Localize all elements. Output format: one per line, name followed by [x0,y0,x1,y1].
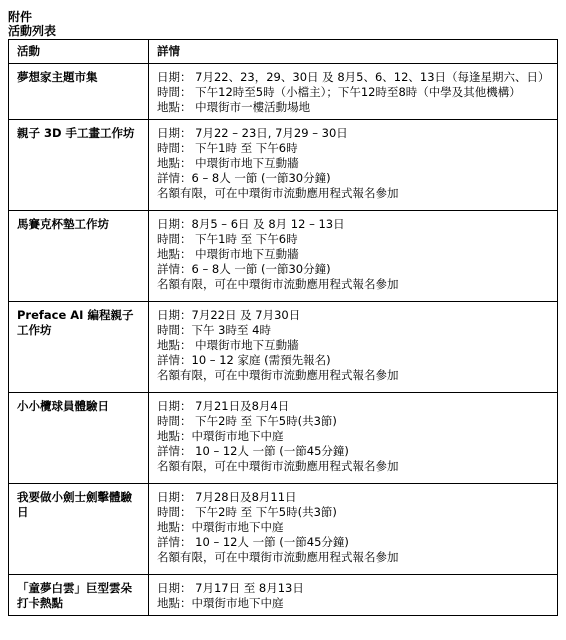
column-header-details: 詳情 [149,40,558,64]
detail-line: 時間： 下午1時 至 下午6時 [157,141,298,155]
detail-line: 時間： 下午1時 至 下午6時 [157,232,298,246]
column-header-activity: 活動 [9,40,149,64]
activity-name: 小小欖球員體驗日 [9,393,149,484]
activity-details [149,393,558,484]
activity-name: Preface AI 編程親子工作坊 [9,302,149,393]
activity-details [149,302,558,393]
detail-line: 地點： 中環街市地下互動牆 [157,156,299,170]
detail-line: 詳情：10 – 12 家庭 (需預先報名) [157,353,331,367]
appendix-heading: 附件 [8,10,33,24]
table-row [9,484,558,575]
detail-line: 日期： 7月22、23，29、30日 及 8月5、6、12、13日（每逢星期六、日） [157,70,550,84]
detail-line: 地點：中環街市地下中庭 [157,520,284,534]
detail-line: 時間： 下午2時 至 下午5時(共3節) [157,414,337,428]
activity-details [149,484,558,575]
detail-line: 日期： 7月21日及8月4日 [157,399,290,413]
activity-table [8,39,558,616]
activity-details [149,64,558,120]
table-row [9,575,558,616]
detail-line: 地點：中環街市地下中庭 [157,429,284,443]
detail-line: 名額有限，可在中環街市流動應用程式報名參加 [157,277,399,291]
activity-details [149,211,558,302]
detail-line: 名額有限，可在中環街市流動應用程式報名參加 [157,368,399,382]
detail-line: 日期：7月22日 及 7月30日 [157,308,301,322]
detail-line: 日期： 7月28日及8月11日 [157,490,297,504]
detail-line: 地點： 中環街市地下互動牆 [157,338,299,352]
detail-line: 地點： 中環街市地下互動牆 [157,247,299,261]
activity-name: 我要做小劍士劍擊體驗日 [9,484,149,575]
table-row [9,211,558,302]
table-row [9,302,558,393]
activity-name: 親子 3D 手工畫工作坊 [9,120,149,211]
activity-name: 馬賽克杯墊工作坊 [9,211,149,302]
detail-line: 詳情：6 – 8人 一節 (一節30分鐘) [157,262,331,276]
table-row [9,120,558,211]
detail-line: 詳情： 10 – 12人 一節 (一節45分鐘) [157,535,349,549]
activity-name: 夢想家主題市集 [9,64,149,120]
activity-list-heading: 活動列表 [8,24,57,38]
detail-line: 名額有限，可在中環街市流動應用程式報名參加 [157,459,399,473]
detail-line: 名額有限，可在中環街市流動應用程式報名參加 [157,550,399,564]
detail-line: 日期： 7月22 – 23日, 7月29 – 30日 [157,126,348,140]
activity-details [149,575,558,616]
table-header-row [9,40,558,64]
activity-details [149,120,558,211]
detail-line: 地點： 中環街市一樓活動場地 [157,100,311,114]
activity-name: 「童夢白雲」巨型雲朵打卡熱點 [9,575,149,616]
detail-line: 詳情：6 – 8人 一節 (一節30分鐘) [157,171,331,185]
detail-line: 名額有限，可在中環街市流動應用程式報名參加 [157,186,399,200]
table-row [9,393,558,484]
detail-line: 地點：中環街市地下中庭 [157,596,284,610]
detail-line: 時間： 下午2時 至 下午5時(共3節) [157,505,337,519]
detail-line: 日期： 7月17日 至 8月13日 [157,581,304,595]
detail-line: 時間： 下午12時至5時（小檔主）；下午12時至8時（中學及其他機構） [157,85,521,99]
table-row [9,64,558,120]
detail-line: 詳情： 10 – 12人 一節 (一節45分鐘) [157,444,349,458]
detail-line: 時間：下午 3時至 4時 [157,323,271,337]
detail-line: 日期：8月5 – 6日 及 8月 12 – 13日 [157,217,345,231]
